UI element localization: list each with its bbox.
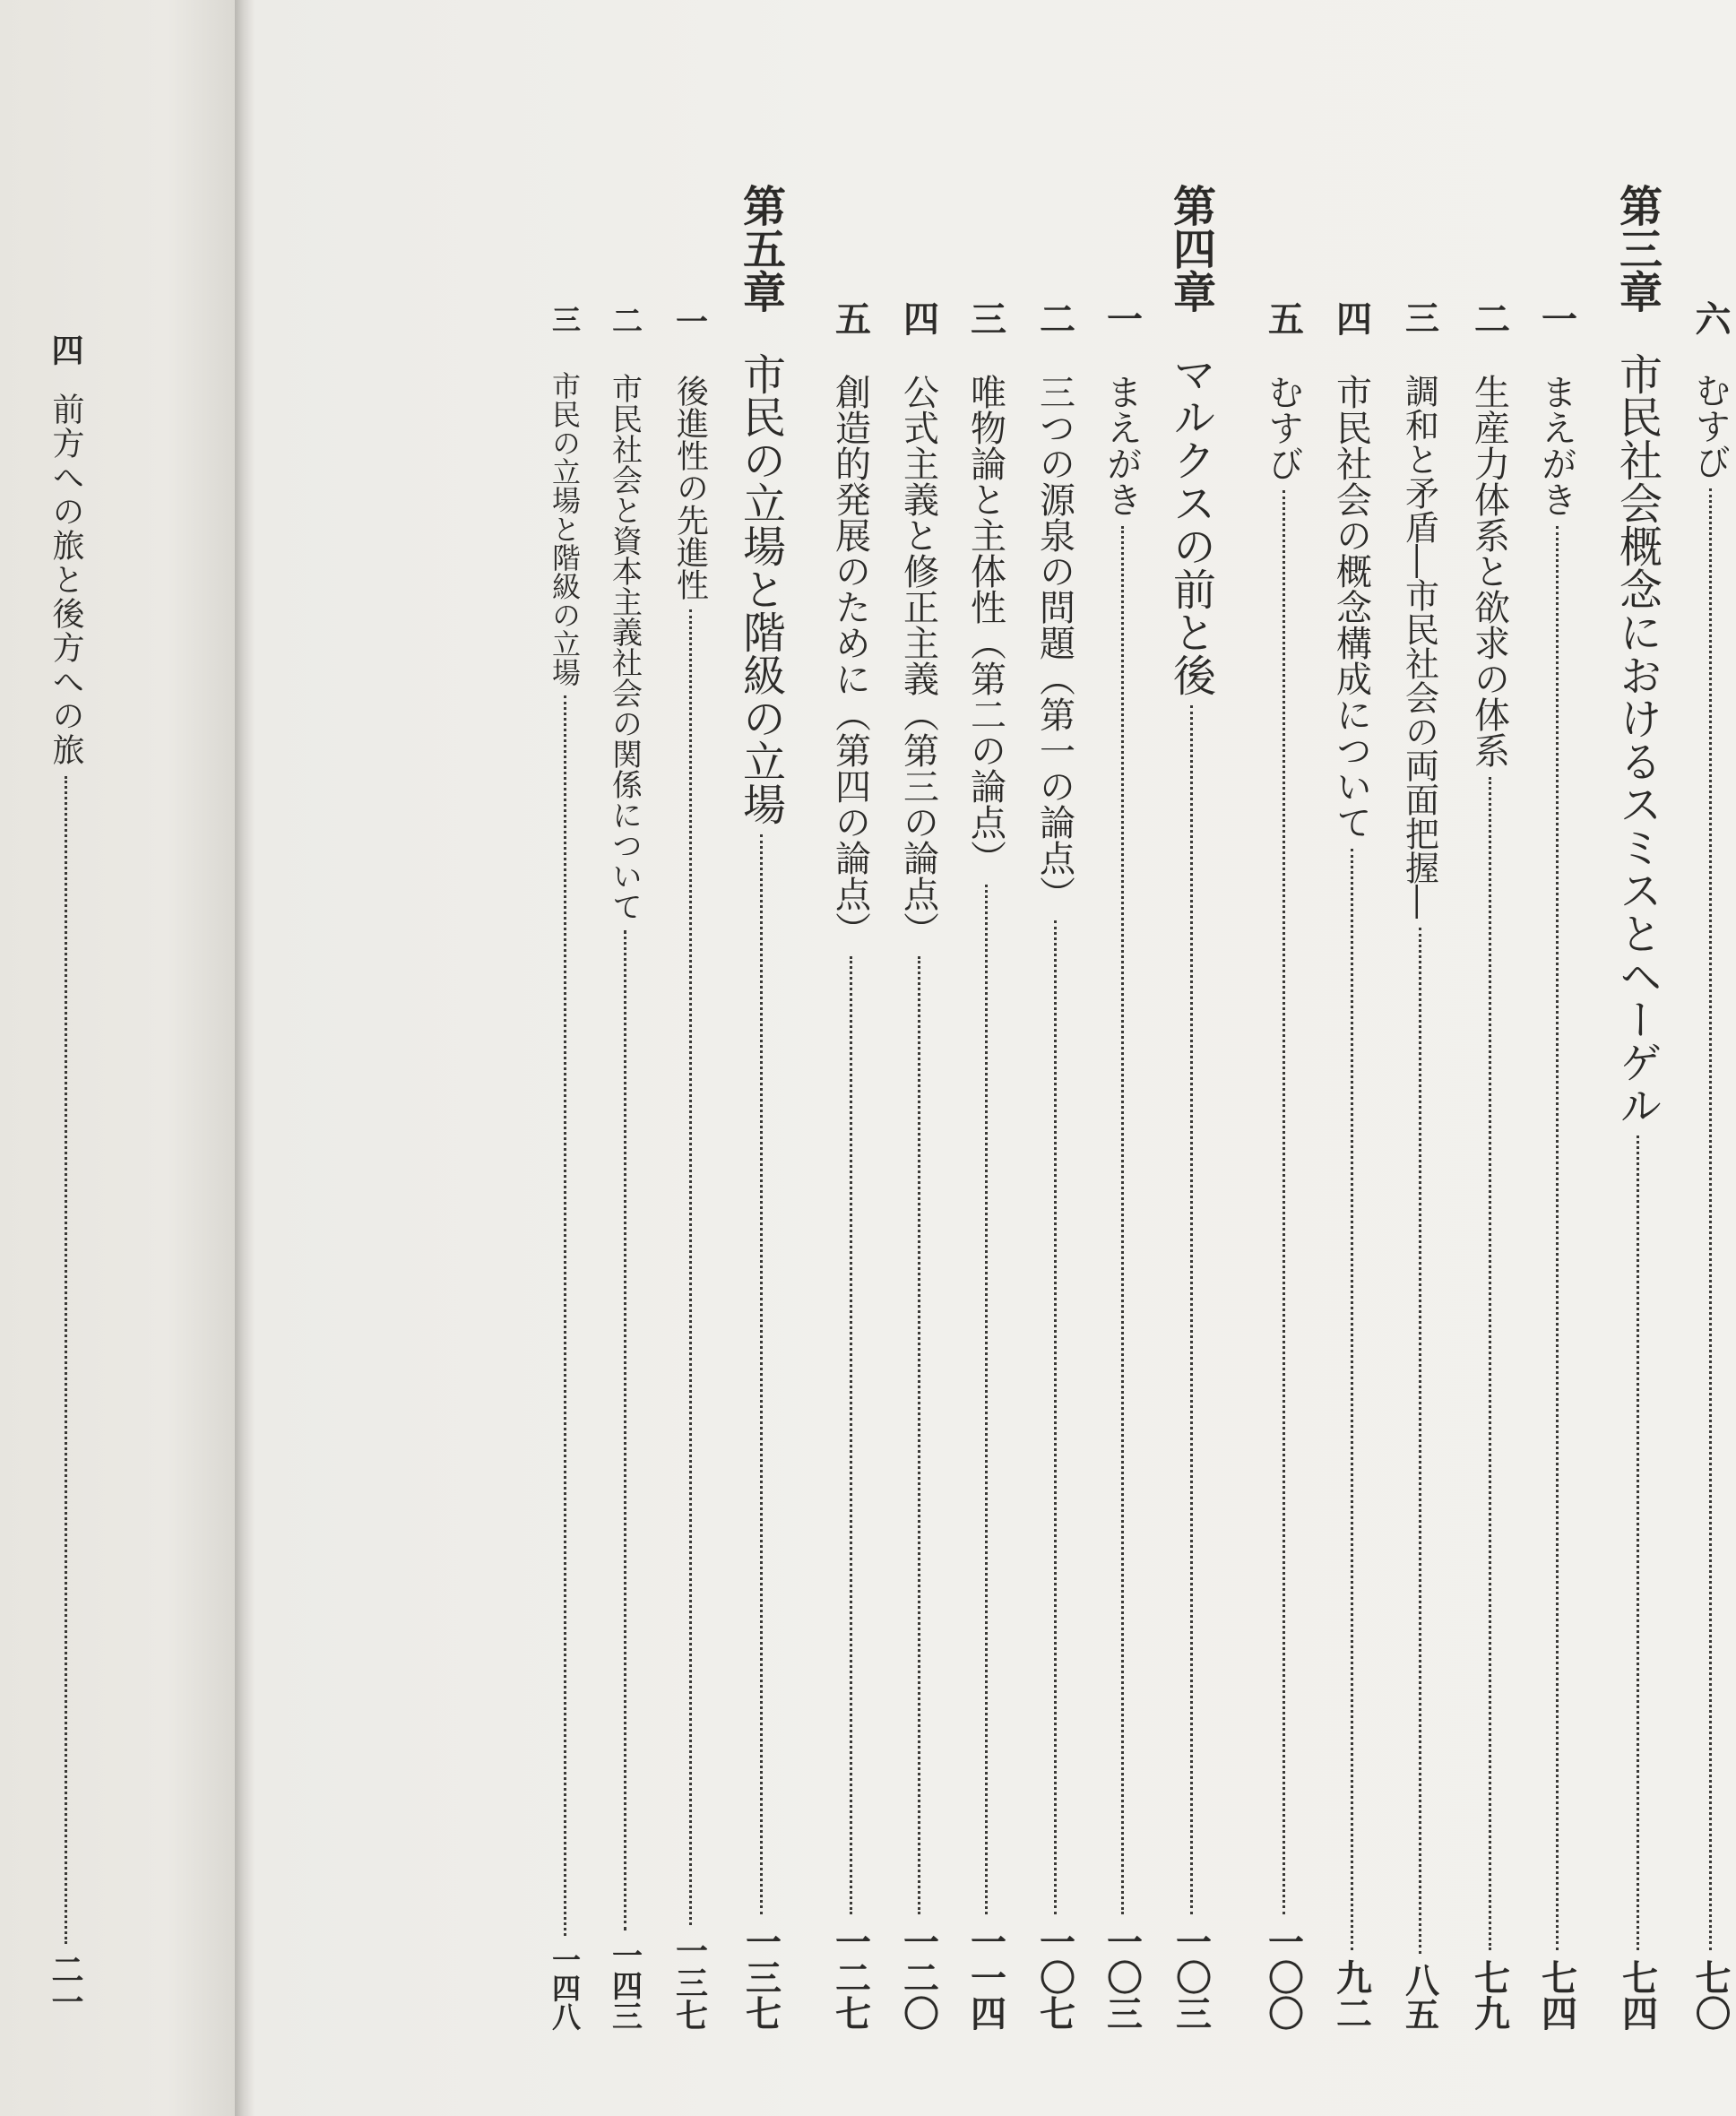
- section-title: 唯物論と主体性（第二の論点）: [964, 374, 1006, 876]
- section-number: 二: [1033, 300, 1076, 336]
- section-title: 調和と矛盾―市民社会の両面把握―: [1399, 374, 1439, 919]
- page-number: 七〇: [1689, 1959, 1732, 2031]
- toc-entry: [961, 0, 1012, 2116]
- section-title: 公式主義と修正主義（第三の論点）: [897, 374, 939, 947]
- section-number: 一: [670, 305, 709, 337]
- section-title: 市民の立場と階級の立場: [548, 371, 582, 687]
- section-number: 四: [1330, 300, 1373, 336]
- toc-entry: [1258, 0, 1309, 2116]
- page-number: 一四八: [548, 1945, 582, 2031]
- section-title: 後進性の先進性: [671, 375, 709, 600]
- section-title: むすび: [1262, 374, 1304, 481]
- facing-page: [0, 0, 240, 2116]
- section-title: まえがき: [1535, 374, 1577, 517]
- leader-dots: [1556, 526, 1559, 1950]
- section-number: 四: [897, 300, 940, 336]
- chapter-title: マルクスの前と後: [1165, 352, 1216, 696]
- section-number: 二: [606, 305, 643, 335]
- toc-entry: [1685, 0, 1736, 2116]
- leader-dots: [1351, 849, 1353, 1950]
- section-title: 三つの源泉の問題（第一の論点）: [1033, 374, 1075, 911]
- section-title: まえがき: [1101, 374, 1143, 517]
- leader-dots: [1489, 777, 1491, 1950]
- toc-entry: [1464, 0, 1516, 2116]
- leader-dots: [1419, 928, 1421, 1954]
- leader-dots: [624, 930, 626, 1930]
- leader-dots: [564, 695, 566, 1936]
- page-number: 一〇三: [1101, 1923, 1144, 2031]
- leader-dots: [1709, 488, 1712, 1950]
- page-number: 一一四: [964, 1923, 1007, 2031]
- page-number: 一〇七: [1033, 1923, 1076, 2031]
- page-number: 二一: [47, 1953, 84, 2017]
- section-title: 創造的発展のために（第四の論点）: [829, 374, 871, 947]
- leader-dots: [1054, 920, 1057, 1914]
- toc-entry: [603, 0, 647, 2116]
- leader-dots: [1637, 1136, 1639, 1950]
- toc-entry: [825, 0, 877, 2116]
- chapter-heading: [1607, 0, 1669, 2116]
- toc-entry: [1097, 0, 1148, 2116]
- page-number: 七九: [1468, 1959, 1511, 2031]
- leader-dots: [918, 956, 920, 1914]
- page-number: 一〇三: [1170, 1923, 1213, 2031]
- section-number: 五: [829, 300, 872, 336]
- section-number: 三: [548, 305, 582, 333]
- section-title: むすび: [1689, 372, 1731, 479]
- leader-dots: [985, 885, 988, 1914]
- toc-entry: [1326, 0, 1378, 2116]
- chapter-title: 市民の立場と階級の立場: [735, 352, 786, 825]
- chapter-number: 第四章: [1165, 184, 1216, 313]
- section-number: 五: [1262, 300, 1305, 336]
- toc-page: [255, 0, 1736, 2116]
- toc-entry: [668, 0, 713, 2116]
- toc-entry: [544, 0, 585, 2116]
- leader-dots: [850, 956, 852, 1914]
- toc-entry: [1395, 0, 1445, 2116]
- section-number: 三: [964, 300, 1007, 336]
- toc-entry: [894, 0, 945, 2116]
- section-number: 四: [47, 333, 84, 366]
- page-number: 一三七: [739, 1923, 782, 2031]
- leader-dots: [689, 609, 692, 1925]
- section-title: 市民社会の概念構成について: [1330, 374, 1372, 840]
- leader-dots: [760, 834, 763, 1914]
- toc-entry-left: [43, 0, 89, 2116]
- page-number: 七四: [1535, 1959, 1578, 2031]
- section-number: 一: [1535, 300, 1578, 336]
- page-number: 一二〇: [897, 1923, 940, 2031]
- section-number: 三: [1399, 300, 1440, 334]
- page-number: 一〇〇: [1262, 1923, 1305, 2031]
- toc-entry: [1030, 0, 1081, 2116]
- leader-dots: [1121, 526, 1124, 1914]
- section-number: 二: [1468, 300, 1511, 336]
- leader-dots: [65, 776, 67, 1944]
- section-number: 一: [1101, 300, 1144, 336]
- section-title: 前方への旅と後方への旅: [48, 393, 84, 767]
- page-number: 一四三: [606, 1939, 643, 2031]
- chapter-number: 第三章: [1611, 184, 1663, 313]
- toc-entry: [1532, 0, 1583, 2116]
- chapter-number: 第五章: [735, 184, 786, 313]
- leader-dots: [1190, 705, 1193, 1914]
- section-number: 六: [1689, 300, 1732, 336]
- chapter-heading: [730, 0, 792, 2116]
- page-number: 一三七: [670, 1934, 709, 2031]
- book-gutter: [235, 0, 255, 2116]
- section-title: 市民社会と資本主義社会の関係について: [606, 373, 643, 921]
- chapter-title: 市民社会概念におけるスミスとヘーゲル: [1611, 352, 1663, 1127]
- page-number: 七四: [1616, 1959, 1659, 2031]
- section-title: 生産力体系と欲求の体系: [1468, 374, 1510, 768]
- leader-dots: [1283, 490, 1285, 1914]
- page-number: 八五: [1399, 1963, 1440, 2031]
- chapter-heading: [1161, 0, 1222, 2116]
- page-number: 九二: [1330, 1959, 1373, 2031]
- page-number: 一二七: [829, 1923, 872, 2031]
